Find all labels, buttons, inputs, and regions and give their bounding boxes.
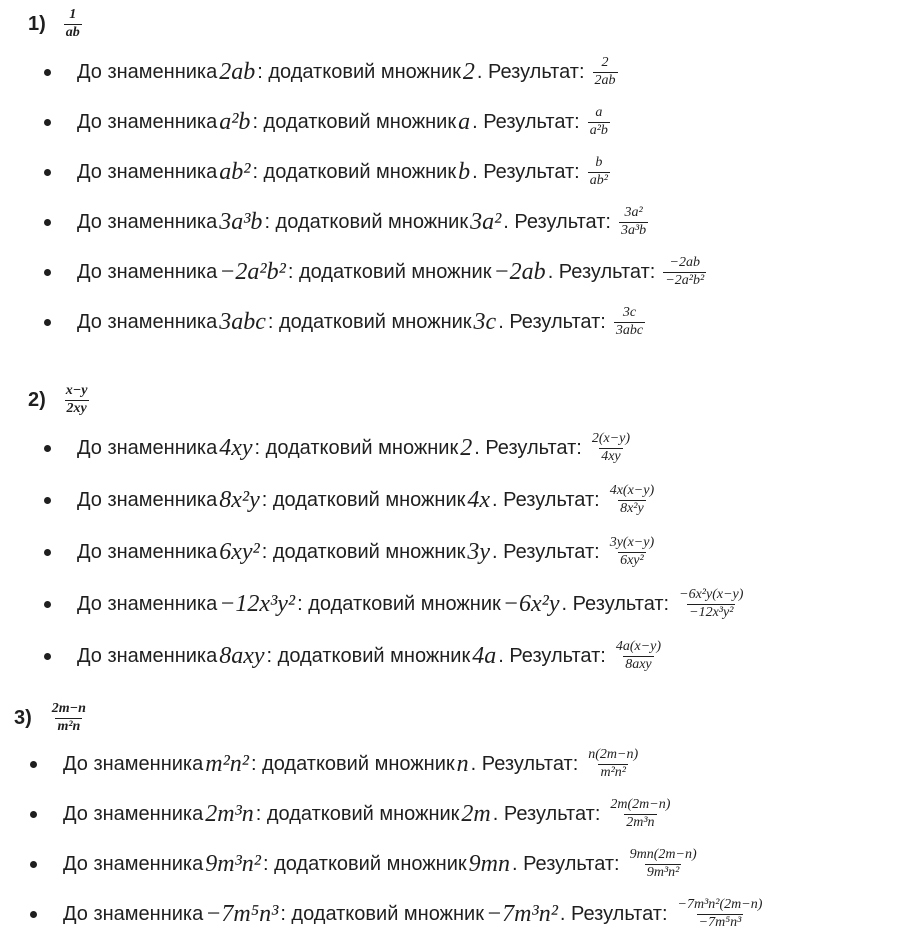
result-numerator: 3a² — [624, 205, 643, 220]
item-multiplier: 2m — [461, 800, 491, 827]
result-numerator: a — [595, 105, 603, 120]
result-fraction — [676, 898, 765, 930]
item-mid: : додатковий множник — [280, 902, 484, 925]
item-mid: : додатковий множник — [261, 540, 466, 563]
item-multiplier: 2 — [462, 58, 475, 85]
result-numerator: −7m³n²(2m−n) — [677, 897, 763, 912]
section-1-label: 1) — [28, 12, 46, 35]
item-tail: . Результат: — [472, 160, 580, 183]
bullet-icon — [44, 69, 51, 76]
list-item — [44, 306, 645, 338]
item-multiplier: n — [456, 750, 469, 777]
item-lead: До знаменника — [77, 540, 218, 563]
item-denominator: m²n² — [205, 750, 249, 777]
fraction-numerator: x−y — [65, 383, 88, 398]
result-numerator: n(2m−n) — [588, 747, 639, 762]
list-item — [30, 798, 672, 830]
section-1-fraction — [64, 8, 82, 40]
item-tail: . Результат: — [547, 260, 656, 283]
item-mid: : додатковий множник — [267, 310, 472, 333]
fraction-numerator: 1 — [69, 7, 77, 22]
item-multiplier: 4a — [472, 642, 497, 669]
item-mid: : додатковий множник — [254, 436, 459, 459]
fraction-denominator: 2xy — [66, 400, 87, 416]
result-fraction — [663, 256, 706, 288]
result-denominator: m²n² — [600, 764, 626, 780]
item-denominator: 8axy — [219, 642, 265, 669]
section-3-fraction — [50, 702, 88, 734]
list-item — [44, 588, 745, 620]
item-tail: . Результат: — [492, 802, 601, 825]
item-mid: : додатковий множник — [297, 592, 501, 615]
result-numerator: 9mn(2m−n) — [629, 847, 697, 862]
list-item — [30, 748, 640, 780]
list-item — [44, 256, 706, 288]
item-multiplier: −2ab — [493, 258, 546, 285]
item-tail: . Результат: — [561, 592, 670, 615]
item-tail: . Результат: — [498, 644, 606, 667]
item-denominator: 3abc — [219, 308, 266, 335]
item-lead: До знаменника — [77, 110, 218, 133]
result-fraction — [608, 536, 656, 568]
result-numerator: b — [595, 155, 603, 170]
fraction-numerator: 2m−n — [51, 701, 86, 716]
item-denominator: 4xy — [219, 434, 253, 461]
item-lead: До знаменника — [63, 802, 204, 825]
section-3-heading — [14, 702, 88, 734]
result-numerator: 3y(x−y) — [609, 535, 655, 550]
item-mid: : додатковий множник — [257, 60, 461, 83]
bullet-icon — [44, 601, 51, 608]
result-fraction — [588, 106, 610, 138]
section-1-heading — [28, 8, 82, 40]
result-numerator: −6x²y(x−y) — [679, 587, 744, 602]
item-mid: : додатковий множник — [287, 260, 492, 283]
item-mid: : додатковий множник — [252, 160, 457, 183]
item-lead: До знаменника — [77, 436, 218, 459]
result-denominator: −2a²b² — [665, 272, 705, 288]
item-mid: : додатковий множник — [262, 852, 467, 875]
list-item — [44, 206, 648, 238]
list-item — [44, 432, 632, 464]
result-denominator: 6xy² — [620, 552, 644, 568]
item-denominator: 3a³b — [219, 208, 263, 235]
bullet-icon — [44, 497, 51, 504]
result-denominator: −12x³y² — [689, 604, 734, 620]
item-lead: До знаменника — [77, 260, 218, 283]
item-lead: До знаменника — [77, 592, 218, 615]
result-fraction — [586, 748, 640, 780]
result-numerator: 4a(x−y) — [615, 639, 662, 654]
result-numerator: 2 — [601, 55, 609, 70]
result-denominator: 9m³n² — [646, 864, 680, 880]
item-multiplier: 3a² — [470, 208, 502, 235]
item-denominator: ab² — [219, 158, 251, 185]
result-fraction — [677, 588, 745, 620]
list-item — [30, 848, 699, 880]
bullet-icon — [44, 169, 51, 176]
item-mid: : додатковий множник — [255, 802, 460, 825]
list-item — [44, 156, 610, 188]
fraction-denominator: m²n — [57, 718, 81, 734]
result-denominator: 4xy — [601, 448, 621, 464]
section-2-heading — [28, 384, 90, 416]
item-lead: До знаменника — [63, 852, 204, 875]
bullet-icon — [44, 445, 51, 452]
list-item — [30, 898, 764, 930]
item-tail: . Результат: — [474, 436, 582, 459]
item-mid: : додатковий множник — [264, 210, 469, 233]
item-multiplier: 3y — [467, 538, 491, 565]
bullet-icon — [30, 861, 37, 868]
result-numerator: 2m(2m−n) — [610, 797, 671, 812]
fraction-denominator: ab — [65, 24, 80, 40]
item-denominator: −2a²b² — [219, 258, 286, 285]
item-denominator: 8x²y — [219, 486, 260, 513]
item-multiplier: 9mn — [468, 850, 510, 877]
bullet-icon — [30, 761, 37, 768]
result-fraction — [614, 640, 663, 672]
bullet-icon — [44, 319, 51, 326]
list-item — [44, 640, 663, 672]
item-tail: . Результат: — [472, 110, 580, 133]
item-tail: . Результат: — [492, 488, 600, 511]
item-denominator: −7m⁵n³ — [205, 900, 279, 927]
result-denominator: 2ab — [594, 72, 616, 88]
result-numerator: 2(x−y) — [591, 431, 631, 446]
section-2-fraction — [64, 384, 90, 416]
result-fraction — [590, 432, 632, 464]
list-item — [44, 56, 618, 88]
item-tail: . Результат: — [559, 902, 668, 925]
result-fraction — [614, 306, 645, 338]
item-multiplier: a — [458, 108, 471, 135]
result-fraction — [608, 484, 656, 516]
item-tail: . Результат: — [511, 852, 620, 875]
item-lead: До знаменника — [77, 644, 218, 667]
item-lead: До знаменника — [77, 60, 218, 83]
result-fraction — [588, 156, 610, 188]
result-denominator: 8axy — [625, 656, 652, 672]
item-mid: : додатковий множник — [250, 752, 455, 775]
item-denominator: 6xy² — [219, 538, 260, 565]
section-2-label: 2) — [28, 388, 46, 411]
result-fraction — [628, 848, 699, 880]
item-denominator: 2ab — [219, 58, 256, 85]
item-multiplier: 2 — [460, 434, 473, 461]
result-numerator: 3c — [622, 305, 637, 320]
bullet-icon — [30, 811, 37, 818]
bullet-icon — [30, 911, 37, 918]
item-lead: До знаменника — [63, 752, 204, 775]
result-fraction — [619, 206, 648, 238]
item-lead: До знаменника — [77, 310, 218, 333]
item-multiplier: 3c — [473, 308, 497, 335]
section-3-label: 3) — [14, 706, 32, 729]
item-tail: . Результат: — [492, 540, 600, 563]
item-multiplier: −7m³n² — [485, 900, 558, 927]
result-fraction — [593, 56, 618, 88]
item-lead: До знаменника — [77, 488, 218, 511]
item-multiplier: 4x — [467, 486, 491, 513]
item-mid: : додатковий множник — [252, 110, 457, 133]
bullet-icon — [44, 219, 51, 226]
list-item — [44, 536, 656, 568]
result-denominator: 2m³n — [626, 814, 655, 830]
item-lead: До знаменника — [77, 210, 218, 233]
item-multiplier: b — [458, 158, 471, 185]
result-denominator: ab² — [589, 172, 608, 188]
item-denominator: 2m³n — [205, 800, 254, 827]
result-numerator: −2ab — [669, 255, 700, 270]
item-multiplier: −6x²y — [502, 590, 560, 617]
bullet-icon — [44, 653, 51, 660]
list-item — [44, 106, 610, 138]
result-denominator: 3abc — [615, 322, 644, 338]
item-tail: . Результат: — [476, 60, 585, 83]
bullet-icon — [44, 119, 51, 126]
result-denominator: −7m⁵n³ — [698, 914, 742, 930]
item-mid: : додатковий множник — [266, 644, 471, 667]
bullet-icon — [44, 549, 51, 556]
bullet-icon — [44, 269, 51, 276]
result-numerator: 4x(x−y) — [609, 483, 655, 498]
item-mid: : додатковий множник — [261, 488, 466, 511]
item-denominator: −12x³y² — [219, 590, 296, 617]
list-item — [44, 484, 656, 516]
result-denominator: 3a³b — [620, 222, 647, 238]
item-lead: До знаменника — [77, 160, 218, 183]
result-denominator: 8x²y — [620, 500, 644, 516]
item-denominator: a²b — [219, 108, 251, 135]
item-tail: . Результат: — [498, 310, 606, 333]
item-tail: . Результат: — [503, 210, 611, 233]
item-denominator: 9m³n² — [205, 850, 261, 877]
item-tail: . Результат: — [470, 752, 579, 775]
item-lead: До знаменника — [63, 902, 204, 925]
result-denominator: a²b — [589, 122, 608, 138]
result-fraction — [608, 798, 672, 830]
